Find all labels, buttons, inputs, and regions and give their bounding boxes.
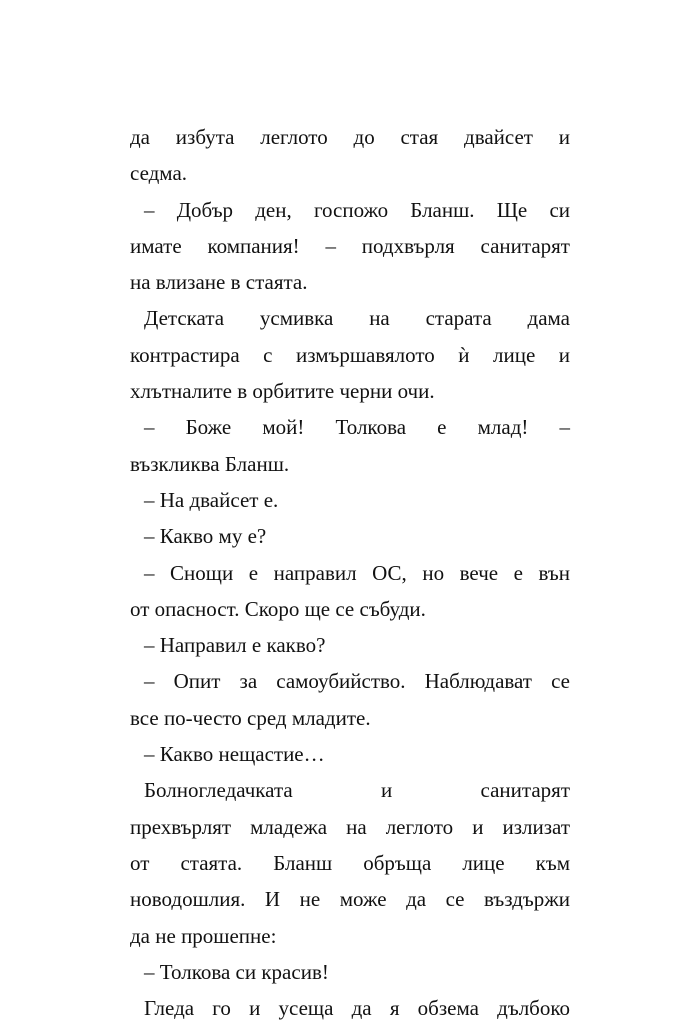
text-line: имате компания! – подхвърля санитарят — [130, 233, 570, 258]
dialogue-line: – На двайсет е. — [144, 487, 279, 512]
paragraph-start-line: Гледа го и усеща да я обзема дълбоко — [144, 996, 570, 1021]
text-line: възкликва Бланш. — [130, 451, 290, 476]
book-page-text — [130, 119, 570, 1026]
dialogue-line: – Снощи е направил ОС, но вече е вън — [144, 560, 570, 585]
text-line: от опасност. Скоро ще се събуди. — [130, 596, 426, 621]
text-line: контрастира с измършавялото ѝ лице и — [130, 342, 570, 367]
text-line: да избута леглото до стая двайсет и — [130, 125, 570, 149]
text-line: новодошлия. И не може да се въздържи — [130, 887, 570, 912]
dialogue-line: – Добър ден, госпожо Бланш. Ще си — [144, 197, 570, 222]
paragraph-start-line: Болногледачката и санитарят — [144, 778, 570, 803]
text-line: прехвърлят младежа на леглото и излизат — [130, 814, 570, 839]
paragraph-start-line: Детската усмивка на старата дама — [144, 306, 570, 331]
dialogue-line: – Боже мой! Толкова е млад! – — [144, 415, 570, 440]
text-line: от стаята. Бланш обръща лице към — [130, 850, 570, 875]
dialogue-line: – Опит за самоубийство. Наблюдават се — [144, 669, 570, 694]
text-line: все по-често сред младите. — [130, 705, 371, 730]
text-line: седма. — [130, 161, 188, 186]
text-line: хлътналите в орбитите черни очи. — [130, 379, 435, 404]
text-line: на влизане в стаята. — [130, 270, 308, 295]
dialogue-line: – Направил е какво? — [144, 633, 326, 658]
dialogue-line: – Какво му е? — [144, 524, 267, 549]
dialogue-line: – Какво нещастие… — [144, 742, 325, 767]
text-line: да не прошепне: — [130, 923, 277, 948]
dialogue-line: – Толкова си красив! — [144, 959, 329, 984]
